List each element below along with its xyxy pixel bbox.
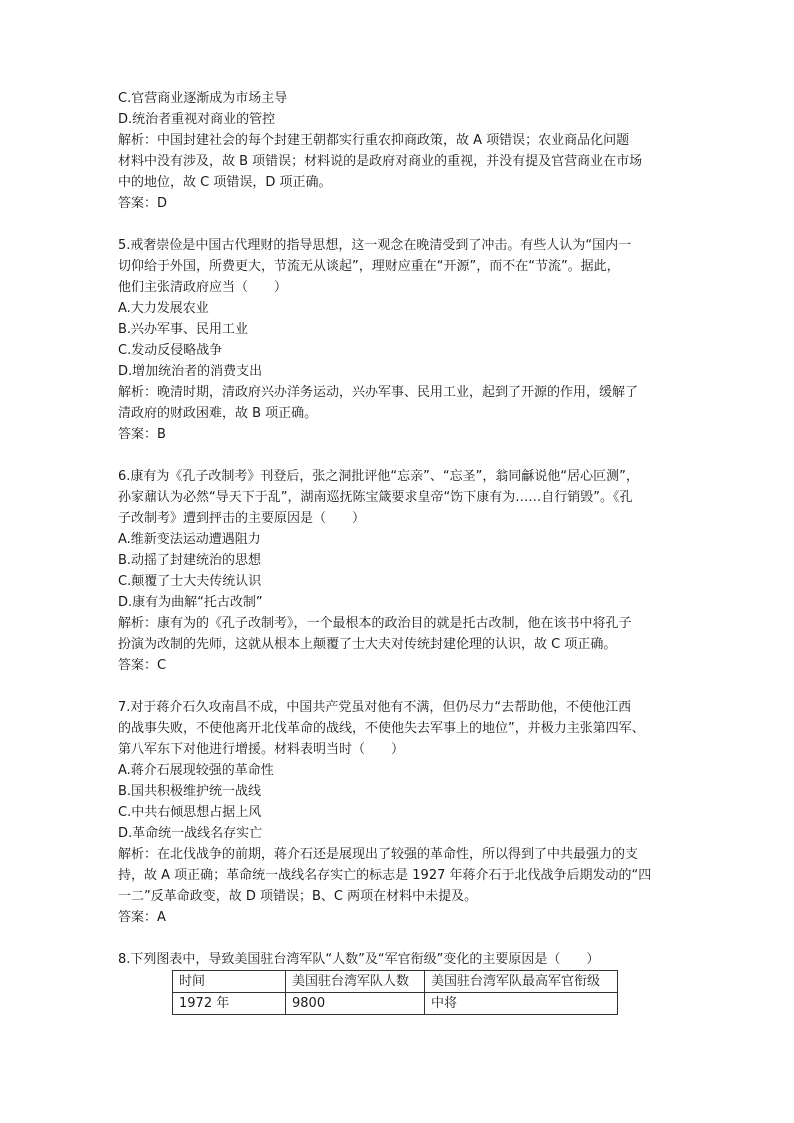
q4-analysis-line: 解析：中国封建社会的每个封建王朝都实行重农抑商政策，故 A 项错误；农业商品化问题 — [118, 133, 630, 148]
q7-analysis-line: 持，故 A 项正确；革命统一战线名存实亡的标志是 1927 年蒋介石于北伐战争后期发动的“四 — [118, 868, 652, 883]
q5-stem-line: 5.戒奢崇俭是中国古代理财的指导思想，这一观念在晚清受到了冲击。有些人认为“国内一 — [118, 238, 632, 253]
q4-analysis-line: 中的地位，故 C 项错误，D 项正确。 — [118, 175, 332, 190]
table-header-cell: 美国驻台湾军队人数 — [286, 971, 425, 993]
q7-option-d: D.革命统一战线名存实亡 — [118, 826, 263, 841]
q5-stem-line: 切仰给于外国，所费更大，节流无从谈起”，理财应重在“开源”，而不在“节流”。据此， — [118, 259, 620, 274]
table-header-cell: 美国驻台湾军队最高军官衔级 — [425, 971, 618, 993]
q5-option-c: C.发动反侵略战争 — [118, 343, 223, 358]
q5-stem-line: 他们主张清政府应当（ ） — [118, 280, 288, 295]
q5-option-b: B.兴办军事、民用工业 — [118, 322, 249, 337]
q5-analysis-line: 清政府的财政困难，故 B 项正确。 — [118, 406, 318, 421]
q4-option-d: D.统治者重视对商业的管控 — [118, 112, 276, 127]
q4-analysis-line: 材料中没有涉及，故 B 项错误；材料说的是政府对商业的重视，并没有提及官营商业在市场 — [118, 154, 643, 169]
q6-stem-line: 孙家鼐认为必然“导天下于乱”，湖南巡抚陈宝箴要求皇帝“饬下康有为……自行销毁”。《孔 — [118, 490, 633, 505]
q6-option-b: B.动摇了封建统治的思想 — [118, 553, 262, 568]
q7-analysis-line: 解析：在北伐战争的前期，蒋介石还是展现出了较强的革命性，所以得到了中共最强力的支 — [118, 847, 639, 862]
q7-option-a: A.蒋介石展现较强的革命性 — [118, 763, 274, 778]
table-header-cell: 时间 — [173, 971, 286, 993]
q4-answer: 答案：D — [118, 196, 168, 211]
q5-analysis-line: 解析：晚清时期，清政府兴办洋务运动，兴办军事、民用工业，起到了开源的作用，缓解了 — [118, 385, 639, 400]
q6-option-d: D.康有为曲解“托古改制” — [118, 595, 263, 610]
table-cell: 中将 — [425, 993, 618, 1015]
table-cell: 1972 年 — [173, 993, 286, 1015]
q6-answer: 答案：C — [118, 658, 167, 673]
q7-analysis-line: 一二”反革命政变，故 D 项错误；B、C 两项在材料中未提及。 — [118, 889, 478, 904]
q6-stem-line: 子改制考》遭到抨击的主要原因是（ ） — [118, 511, 366, 526]
q6-option-c: C.颠覆了士大夫传统认识 — [118, 574, 262, 589]
document-page — [118, 88, 678, 1015]
q7-stem-line: 第八军东下对他进行增援。材料表明当时（ ） — [118, 742, 405, 757]
table-row — [173, 993, 618, 1015]
q8-table — [172, 970, 618, 1015]
q7-option-c: C.中共右倾思想占据上风 — [118, 805, 262, 820]
q6-analysis-line: 扮演为改制的先师，这就从根本上颠覆了士大夫对传统封建伦理的认识，故 C 项正确。 — [118, 637, 617, 652]
q5-option-a: A.大力发展农业 — [118, 301, 209, 316]
q4-option-c: C.官营商业逐渐成为市场主导 — [118, 91, 288, 106]
q5-option-d: D.增加统治者的消费支出 — [118, 364, 263, 379]
q7-option-b: B.国共积极维护统一战线 — [118, 784, 262, 799]
q7-answer: 答案：A — [118, 910, 166, 925]
q6-option-a: A.维新变法运动遭遇阻力 — [118, 532, 261, 547]
q5-answer: 答案：B — [118, 427, 166, 442]
q7-stem-line: 的战事失败，不使他离开北伐革命的战线，不使他失去军事上的地位”，并极力主张第四军、 — [118, 721, 645, 736]
q8-stem: 8.下列图表中，导致美国驻台湾军队“人数”及“军官衔级”变化的主要原因是（ ） — [118, 952, 600, 967]
q6-stem-line: 6.康有为《孔子改制考》刊登后，张之洞批评他“忘亲”、“忘圣”，翁同龢说他“居心叵测”， — [118, 469, 639, 484]
q7-stem-line: 7.对于蒋介石久攻南昌不成，中国共产党虽对他有不满，但仍尽力“去帮助他，不使他江西 — [118, 700, 632, 715]
table-cell: 9800 — [286, 993, 425, 1015]
table-header-row — [173, 971, 618, 993]
q6-analysis-line: 解析：康有为的《孔子改制考》，一个最根本的政治目的就是托古改制，他在该书中将孔子 — [118, 616, 632, 631]
